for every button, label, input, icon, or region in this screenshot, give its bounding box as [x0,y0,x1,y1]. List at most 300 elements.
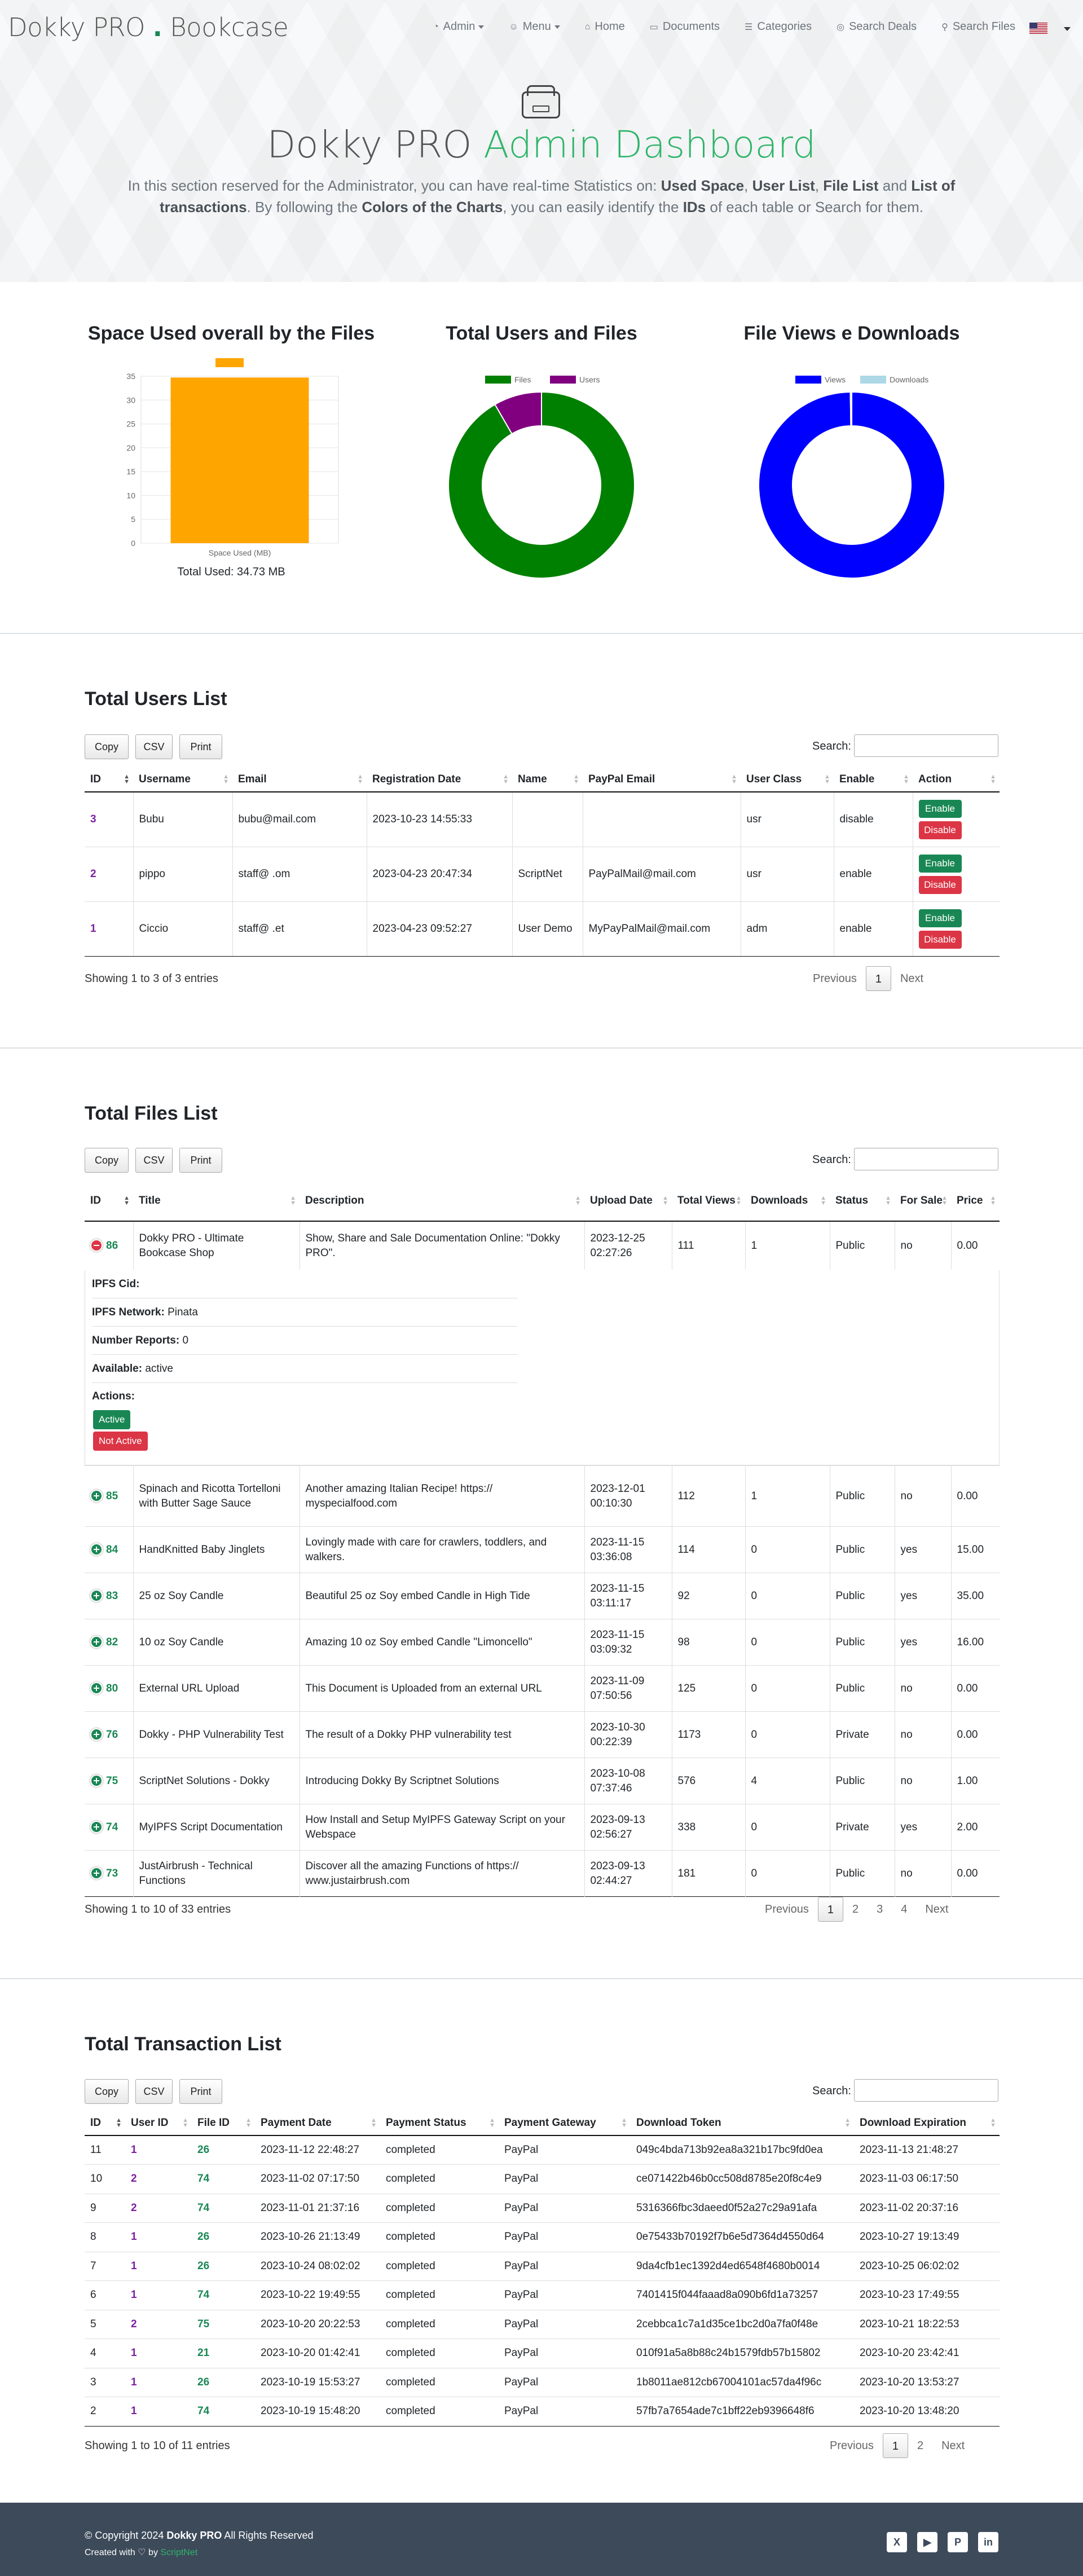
column-header[interactable] [834,767,913,792]
users-search-label: Search: [812,740,851,752]
sort-icon: ▲ ▼ [903,773,909,785]
cell-price: 2.00 [951,1804,1000,1851]
x-tick-label: Space Used (MB) [208,548,271,557]
cell-fid: 26 [192,2252,255,2281]
cell-title: JustAirbrush - Technical Functions [133,1851,300,1897]
home-icon: ⌂ [584,21,591,32]
collapse-icon[interactable] [90,1239,103,1252]
cell-id: 76 [85,1712,133,1758]
cell-id: 84 [85,1527,133,1573]
table-row [85,2194,1000,2223]
table-row [85,1758,1000,1804]
sort-icon: ▲ ▼ [824,773,830,785]
table-row [85,2310,1000,2339]
cell-fid: 26 [192,2368,255,2397]
column-header[interactable] [232,767,367,792]
cell-status: completed [380,2397,499,2427]
sort-icon: ▲ ▼ [621,2116,627,2129]
column-header[interactable] [367,767,512,792]
files-search-input[interactable] [854,1148,998,1170]
cell-status: completed [380,2223,499,2252]
cell-sale: yes [895,1619,951,1666]
cell-views: 576 [672,1758,745,1804]
cell-id: 10 [85,2165,125,2194]
nav-search-files[interactable] [941,20,1015,33]
cell-token: 1b8011ae812cb67004101ac57da4f96c [631,2368,854,2397]
column-header[interactable] [255,2111,380,2135]
disable-button[interactable]: Disable [919,876,962,894]
cell-title: 10 oz Soy Candle [133,1619,300,1666]
y-tick-label: 5 [131,514,135,524]
cell-token: 5316366fbc3daeed0f52a27c29a91afa [631,2194,854,2223]
previous-page-button[interactable]: Previous [830,2440,874,2452]
column-header-label: Registration Date [372,773,461,785]
tx-table-info: Showing 1 to 10 of 11 entries [85,2440,230,2452]
cell-downloads: 4 [745,1758,830,1804]
files-table-rows [85,1465,1000,1897]
files-table [85,1181,1000,1270]
cell-views: 338 [672,1804,745,1851]
cell-title: Spinach and Ricotta Tortelloni with Butter Sage Sauce [133,1466,300,1527]
tx-csv-button[interactable]: CSV [135,2079,173,2104]
cell-downloads: 1 [745,1221,830,1270]
cell-exp: 2023-10-20 13:53:27 [854,2368,1000,2397]
legend-label-downloads: Downloads [890,375,929,384]
cell-uid: 2 [125,2194,192,2223]
cell-status: Public [830,1221,895,1270]
cell-id: 4 [85,2339,125,2368]
cell-enable: disable [834,792,913,847]
sort-icon: ▲ ▼ [116,2116,122,2129]
column-header[interactable] [133,767,232,792]
cell-status: Private [830,1712,895,1758]
views-downloads-donut-chart [739,367,965,581]
cell-sale: no [895,1851,951,1897]
nav-search-deals[interactable] [837,20,917,33]
table-row [85,2339,1000,2368]
cell-username: Ciccio [133,901,232,956]
cell-status: completed [380,2165,499,2194]
cell-uid: 1 [125,2397,192,2427]
cell-status: Public [830,1527,895,1573]
cell-gw: PayPal [499,2135,631,2165]
cell-status: completed [380,2252,499,2281]
nav-categories[interactable] [745,20,812,33]
column-header[interactable] [499,2111,631,2135]
sort-icon: ▲ ▼ [662,1194,668,1206]
bar-space-used [171,377,309,543]
nav-label: Admin [443,20,485,33]
page-button[interactable]: 3 [877,1903,883,1916]
expand-icon[interactable] [90,1490,103,1502]
y-tick-label: 15 [126,467,135,477]
y-tick-label: 30 [126,395,135,405]
cell-id: 2 [85,2397,125,2427]
sort-icon: ▲ ▼ [941,1194,948,1206]
space-bar-chart [113,353,350,567]
cell-views: 125 [672,1666,745,1712]
search-deals-icon: ◎ [837,22,845,32]
cell-price: 15.00 [951,1527,1000,1573]
cell-title: ScriptNet Solutions - Dokky [133,1758,300,1804]
users-copy-button[interactable]: Copy [85,734,129,759]
column-header[interactable] [85,2111,125,2135]
cell-uid: 1 [125,2252,192,2281]
users-search-input[interactable] [854,734,998,757]
linkedin-icon[interactable]: in [978,2532,998,2552]
cell-uid: 2 [125,2165,192,2194]
cell-name: User Demo [512,901,583,956]
files-print-button[interactable]: Print [179,1148,222,1173]
cell-date: 2023-10-26 21:13:49 [255,2223,380,2252]
y-tick-label: 20 [126,443,135,452]
cell-enable: enable [834,901,913,956]
file-detail-panel: IPFS Cid: IPFS Network: Pinata Number Reports: 0 Available: active Actions: Active Not Active [85,1270,1000,1465]
cell-token: 9da4cfb1ec1392d4ed6548f4680b0014 [631,2252,854,2281]
transactions-section-title: Total Transaction List [85,2033,281,2055]
column-header-label: Username [139,773,191,785]
cell-date: 2023-04-23 09:52:27 [367,901,512,956]
legend-label-views: Views [825,375,846,384]
tx-search-label: Search: [812,2085,851,2097]
y-tick-label: 25 [126,419,135,429]
section-divider [0,633,1083,634]
copyright: © Copyright 2024 Dokky PRO All Rights Reserved [85,2530,314,2541]
cell-exp: 2023-10-25 06:02:02 [854,2252,1000,2281]
column-header[interactable] [854,2111,1000,2135]
cell-title: Dokky PRO - Ultimate Bookcase Shop [133,1221,300,1270]
page-button[interactable]: 4 [901,1903,908,1916]
enable-button[interactable]: Enable [919,909,962,927]
cell-desc: Discover all the amazing Functions of https:// www.justairbrush.com [300,1851,584,1897]
expand-icon[interactable] [90,1543,103,1556]
cell-gw: PayPal [499,2310,631,2339]
cell-desc: Another amazing Italian Recipe! https:// myspecialfood.com [300,1466,584,1527]
table-row [85,2165,1000,2194]
cell-status: completed [380,2339,499,2368]
cell-sale: no [895,1712,951,1758]
cell-id: 75 [85,1758,133,1804]
brand-logo[interactable]: Dokky PRO . Bookcase [8,12,289,42]
cell-title: MyIPFS Script Documentation [133,1804,300,1851]
column-header-label: Download Token [636,2116,721,2129]
cell-email: staff@ .om [232,847,367,901]
cell-date: 2023-10-19 15:53:27 [255,2368,380,2397]
files-copy-button[interactable]: Copy [85,1148,129,1173]
column-header[interactable] [631,2111,854,2135]
column-header-label: Downloads [751,1194,808,1206]
nav-home[interactable] [585,20,625,33]
column-header-label: Payment Status [386,2116,466,2129]
previous-page-button[interactable]: Previous [813,972,857,985]
cell-gw: PayPal [499,2223,631,2252]
page-button[interactable]: 1 [866,966,891,991]
expand-icon[interactable] [90,1682,103,1694]
cell-fid: 74 [192,2165,255,2194]
column-header[interactable] [512,767,583,792]
cell-id: 3 [85,792,133,847]
cell-desc: Show, Share and Sale Documentation Online: "Dokky PRO". [300,1221,584,1270]
scriptnet-link[interactable]: ScriptNet [160,2548,198,2557]
expand-icon[interactable] [90,1589,103,1602]
column-header[interactable] [583,767,741,792]
cell-exp: 2023-11-02 20:37:16 [854,2194,1000,2223]
cell-exp: 2023-10-21 18:22:53 [854,2310,1000,2339]
cell-desc: Beautiful 25 oz Soy embed Candle in High Tide [300,1573,584,1619]
cell-desc: The result of a Dokky PHP vulnerability test [300,1712,584,1758]
column-header[interactable] [125,2111,192,2135]
heart-icon: ♡ [138,2548,146,2557]
expand-icon[interactable] [90,1774,103,1787]
nav-documents[interactable] [650,20,720,33]
files-csv-button[interactable]: CSV [135,1148,173,1173]
column-header-label: Total Views [677,1194,736,1206]
cell-uid: 1 [125,2223,192,2252]
cell-id: 3 [85,2368,125,2397]
cell-username: Bubu [133,792,232,847]
column-header-label: Upload Date [590,1194,653,1206]
column-header[interactable] [85,767,133,792]
cell-views: 98 [672,1619,745,1666]
cell-date: 2023-10-22 19:49:55 [255,2281,380,2310]
cell-id: 85 [85,1466,133,1527]
table-row [85,1619,1000,1666]
column-header[interactable] [133,1181,300,1221]
cell-id: 83 [85,1573,133,1619]
sort-icon: ▲ ▼ [503,773,509,785]
cell-date: 2023-12-25 02:27:26 [584,1221,672,1270]
youtube-icon[interactable]: ▶ [917,2532,937,2552]
cell-date: 2023-11-15 03:09:32 [584,1619,672,1666]
next-page-button[interactable]: Next [925,1903,949,1916]
column-header[interactable] [830,1181,895,1221]
column-header[interactable] [380,2111,499,2135]
expand-icon[interactable] [90,1728,103,1741]
cell-date: 2023-10-30 00:22:39 [584,1712,672,1758]
transactions-table [85,2111,1000,2427]
cell-sale: no [895,1221,951,1270]
cell-date: 2023-10-08 07:37:46 [584,1758,672,1804]
column-header[interactable] [913,767,1000,792]
cell-name [512,792,583,847]
cell-date: 2023-11-15 03:36:08 [584,1527,672,1573]
cell-downloads: 0 [745,1619,830,1666]
tx-copy-button[interactable]: Copy [85,2079,129,2104]
page-button[interactable]: 2 [852,1903,859,1916]
section-divider [0,1978,1083,1979]
page-title: Dokky PRO Admin Dashboard [267,123,816,166]
disable-button[interactable]: Disable [919,821,962,839]
footer [0,2503,1083,2576]
cell-id: 5 [85,2310,125,2339]
nav-label: Documents [662,20,720,33]
cell-action [913,847,1000,901]
cell-token: ce071422b46b0cc508d8785e20f8c4e9 [631,2165,854,2194]
cell-paypal: PayPalMail@mail.com [583,847,741,901]
nav-menu[interactable] [509,20,560,33]
cell-id: 8 [85,2223,125,2252]
table-row [85,1221,1000,1270]
cell-desc: How Install and Setup MyIPFS Gateway Script on your Webspace [300,1804,584,1851]
sort-icon: ▲ ▼ [885,1194,891,1206]
table-row [85,1527,1000,1573]
enable-button[interactable]: Enable [919,855,962,873]
page-button[interactable]: 1 [883,2433,908,2458]
total-used-label: Total Used: 34.73 MB [177,566,285,578]
not-active-button[interactable]: Not Active [93,1432,148,1451]
cell-status: Public [830,1466,895,1527]
list-icon: ☰ [745,22,753,32]
cell-sale: yes [895,1573,951,1619]
nav-admin[interactable] [433,20,484,33]
table-row [85,2397,1000,2427]
column-header[interactable] [895,1181,951,1221]
table-row [85,2368,1000,2397]
column-header[interactable] [584,1181,672,1221]
users-chart-title: Total Users and Files [446,323,637,344]
cell-desc: Lovingly made with care for crawlers, toddlers, and walkers. [300,1527,584,1573]
users-print-button[interactable]: Print [179,734,222,759]
cell-id: 9 [85,2194,125,2223]
tx-print-button[interactable]: Print [179,2079,222,2104]
cell-downloads: 0 [745,1573,830,1619]
cell-exp: 2023-11-13 21:48:27 [854,2135,1000,2165]
column-header-label: Payment Date [261,2116,332,2129]
nav-label: Categories [757,20,812,33]
cell-desc: Amazing 10 oz Soy embed Candle "Limoncello" [300,1619,584,1666]
cell-views: 114 [672,1527,745,1573]
cell-price: 0.00 [951,1666,1000,1712]
cell-status: completed [380,2135,499,2165]
cell-gw: PayPal [499,2339,631,2368]
cell-status: completed [380,2368,499,2397]
cell-paypal [583,792,741,847]
sort-icon: ▲ ▼ [290,1194,296,1206]
table-header-row [85,2111,1000,2135]
cell-uid: 1 [125,2281,192,2310]
legend-swatch-downloads [860,376,886,384]
cell-status: completed [380,2281,499,2310]
column-header[interactable] [741,767,834,792]
cell-email: staff@ .et [232,901,367,956]
cell-downloads: 0 [745,1527,830,1573]
sort-icon: ▲ ▼ [844,2116,851,2129]
column-header-label: Action [918,773,952,785]
cell-fid: 26 [192,2135,255,2165]
column-header[interactable] [951,1181,1000,1221]
users-csv-button[interactable]: CSV [135,734,173,759]
table-row [85,1851,1000,1897]
cell-id: 6 [85,2281,125,2310]
next-page-button[interactable]: Next [941,2440,965,2452]
nav-label: Search Files [952,20,1015,33]
cell-gw: PayPal [499,2368,631,2397]
next-page-button[interactable]: Next [900,972,924,985]
cell-status: Public [830,1758,895,1804]
column-header-label: Description [305,1194,364,1206]
cell-date: 2023-10-24 08:02:02 [255,2252,380,2281]
cell-gw: PayPal [499,2252,631,2281]
cell-price: 35.00 [951,1573,1000,1619]
sort-icon: ▲ ▼ [357,773,363,785]
active-button[interactable]: Active [93,1410,130,1429]
cell-price: 0.00 [951,1221,1000,1270]
cell-fid: 21 [192,2339,255,2368]
space-chart-title: Space Used overall by the Files [87,323,375,344]
column-header[interactable] [745,1181,830,1221]
cell-fid: 74 [192,2194,255,2223]
table-row [85,2135,1000,2165]
table-row [85,847,1000,901]
legend-swatch-users [550,376,576,384]
table-header-row [85,1181,1000,1221]
pinterest-icon[interactable]: P [948,2532,968,2552]
users-pagination [804,966,932,991]
column-header[interactable] [672,1181,745,1221]
cell-date: 2023-04-23 20:47:34 [367,847,512,901]
nav-label: Menu [523,20,560,33]
sort-icon: ▲ ▼ [223,773,229,785]
y-tick-label: 0 [131,539,135,548]
cell-title: HandKnitted Baby Jinglets [133,1527,300,1573]
cell-downloads: 0 [745,1851,830,1897]
cell-downloads: 0 [745,1712,830,1758]
cell-sale: yes [895,1527,951,1573]
cell-exp: 2023-11-03 06:17:50 [854,2165,1000,2194]
cell-fid: 74 [192,2281,255,2310]
x-icon[interactable]: X [887,2532,907,2552]
cell-id: 80 [85,1666,133,1712]
cell-title: External URL Upload [133,1666,300,1712]
enable-button[interactable]: Enable [919,800,962,818]
cell-title: Dokky - PHP Vulnerability Test [133,1712,300,1758]
cell-date: 2023-11-15 03:11:17 [584,1573,672,1619]
cell-sale: no [895,1666,951,1712]
cell-status: Public [830,1619,895,1666]
sort-icon: ▲ ▼ [736,1194,742,1206]
cell-id: 82 [85,1619,133,1666]
column-header-label: Payment Gateway [504,2116,596,2129]
cell-token: 049c4bda713b92ea8a321b17bc9fd0ea [631,2135,854,2165]
expand-icon[interactable] [90,1821,103,1833]
cell-id: 2 [85,847,133,901]
cell-class: adm [741,901,834,956]
column-header[interactable] [300,1181,584,1221]
column-header[interactable] [192,2111,255,2135]
expand-icon[interactable] [90,1867,103,1879]
cell-fid: 75 [192,2310,255,2339]
page-button[interactable]: 1 [818,1897,843,1922]
sort-icon: ▲ ▼ [820,1194,826,1206]
column-header-label: Email [238,773,267,785]
page-button[interactable]: 2 [917,2440,924,2452]
cell-sale: no [895,1466,951,1527]
hero-description: In this section reserved for the Administrator, you can have real-time Statistics on: Used Space, User List, File List and List of transactions. By following the Colors of the Charts, you can easily identify the IDs of each table or Search for them. [127,177,956,215]
cell-date: 2023-11-02 07:17:50 [255,2165,380,2194]
sort-icon: ▲ ▼ [573,773,579,785]
column-header-label: For Sale [900,1194,943,1206]
cell-token: 0e75433b70192f7b6e5d7364d4550d64 [631,2223,854,2252]
cell-token: 2cebbca1c7a1d35ce1bc2d0a7fa0f48e [631,2310,854,2339]
previous-page-button[interactable]: Previous [765,1903,809,1916]
cell-sale: no [895,1758,951,1804]
cell-desc: This Document is Uploaded from an external URL [300,1666,584,1712]
column-header[interactable] [85,1181,133,1221]
tx-search-input[interactable] [854,2079,998,2102]
disable-button[interactable]: Disable [919,931,962,949]
expand-icon[interactable] [90,1636,103,1648]
sort-icon: ▲ ▼ [990,1194,996,1206]
